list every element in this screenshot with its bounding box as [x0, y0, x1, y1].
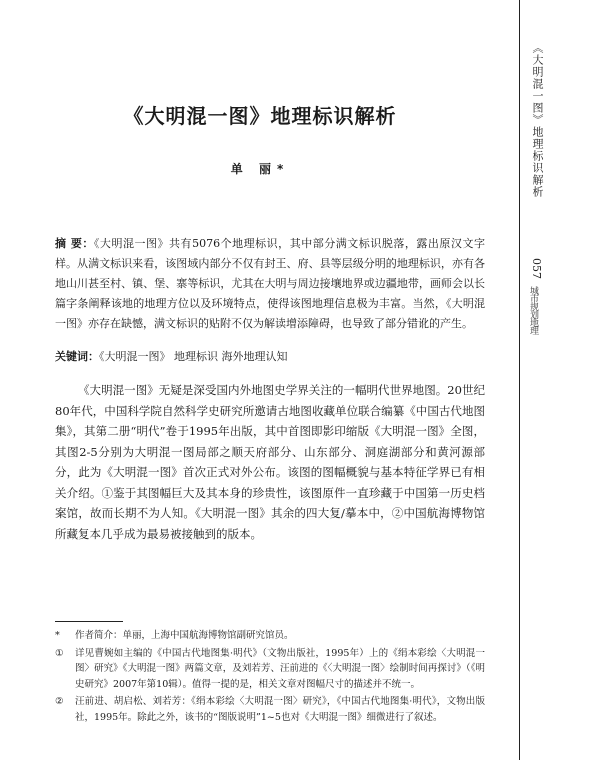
- page-number: 057: [530, 258, 543, 279]
- keywords-label: 关键词：: [55, 350, 99, 363]
- footnote-item: [55, 646, 485, 693]
- abstract-text: 《大明混一图》共有5076个地理标识，其中部分满文标识脱落，露出原汉文字样。从满文标识来看，该图域内部分不仅有封王、府、县等层级分明的地理标识，亦有各地山川甚至村、镇、堡、寨等标识，尤其在大明与周边接壤地界或边疆地带，画师会以长篇字条阐释该地的地理方位以及环境特点，使得该图地理信息极为丰富。当然，《大明混一图》亦存在缺憾，满文标识的贴附不仅为解读增添障碍，也导致了部分错讹的产生。: [55, 237, 485, 330]
- keywords: [55, 348, 485, 366]
- article-author: 单 丽*: [230, 162, 290, 176]
- footnote-item: [55, 628, 485, 644]
- footnote-item: [55, 694, 485, 725]
- margin-divider-line: [519, 0, 520, 760]
- footnote-mark: *: [55, 630, 60, 641]
- footnotes: [55, 628, 485, 727]
- footnote-mark: ①: [55, 647, 64, 659]
- footnote-mark: ②: [55, 696, 64, 707]
- footnote-text: 作者简介：单丽，上海中国航海博物馆副研究馆员。: [75, 630, 294, 641]
- article-title: 《大明混一图》地理标识解析: [123, 104, 397, 128]
- journal-stamp: 城市规划地理: [528, 286, 538, 334]
- footnote-text: 汪前进、胡启松、刘若芳：《绢本彩绘〈大明混一图〉研究》，《中国古代地图集·明代》，文物出版社，1995年。除此之外，该书的“图版说明”1~5也对《大明混一图》细微进行了叙述。: [75, 696, 485, 723]
- keywords-text: 《大明混一图》 地理标识 海外地理认知: [99, 350, 288, 363]
- abstract-label: 摘 要：: [55, 237, 94, 250]
- body-paragraph: 《大明混一图》无疑是深受国内外地图史学界关注的一幅明代世界地图。20世纪80年代，中国科学院自然科学史研究所邀请古地图收藏单位联合编纂《中国古代地图集》，其第二册“明代”卷于1995年出版，其中首图即影印缩版《大明混一图》全图，其图2-5分别为大明混一图局部之顺天府部分、山东部分、洞庭湖部分和黄河源部分，此为《大明混一图》首次正式对外公布。该图的图幅概貌与基本特征学界已有相关介绍。①鉴于其图幅巨大及其本身的珍贵性，该图原件一直珍藏于中国第一历史档案馆，故而长期不为人知。《大明混一图》其余的四大复/摹本中，②中国航海博物馆所藏复本几乎成为最易被接触到的版本。: [55, 383, 485, 541]
- footnote-divider: [55, 621, 123, 622]
- footnote-text: 详见曹婉如主编的《中国古代地图集·明代》（文物出版社，1995年）上的《绢本彩绘〈大明混一图〉研究》《大明混一图》两篇文章，及刘若芳、汪前进的《〈大明混一图〉绘制时间再探讨》（《明史研究》2007年第10辑）。值得一提的是，相关文章对图幅尺寸的描述并不统一。: [75, 647, 485, 690]
- running-head-title: 《大明混一图》地理标识解析: [531, 42, 544, 198]
- abstract: [55, 234, 485, 334]
